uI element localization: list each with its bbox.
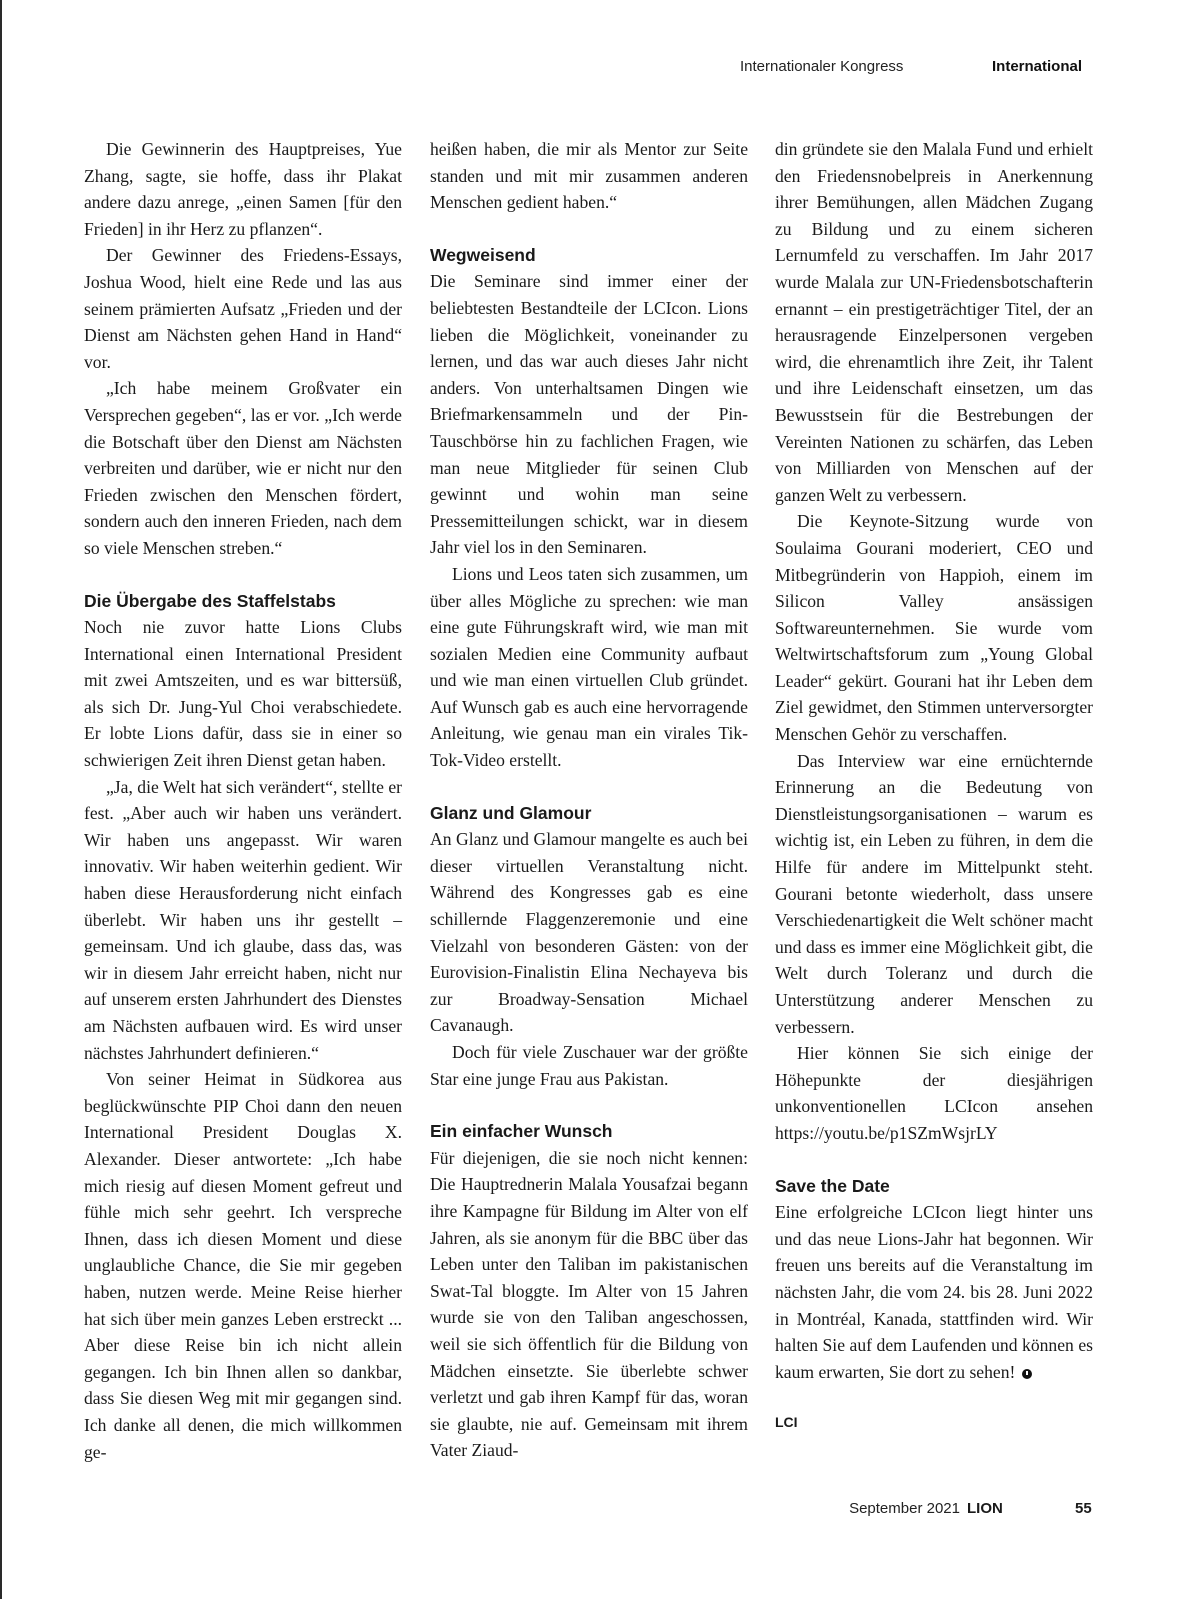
paragraph-text: din gründete sie den Malala Fund und erhielt den Friedensnobelpreis in Anerkennung ihrer Bemühungen, allen Mädchen Zugang zu Bildung und zu einem sicheren Lernumfeld zu verschaffen. Im Jahr 2017 wurde Malala zur UN-Friedensbotschafterin ernannt – ein prestigeträchtiger Titel, der an herausragende Einzelpersonen vergeben wird, die ehrenamtlich ihre Zeit, ihr Talent und ihre Leidenschaft einsetzen, um das Bewusstsein für die Bestrebungen der Vereinten Nationen zu schärfen, das Leben von Milliarden von Menschen auf der ganzen Welt zu verbessern.	[775, 139, 1093, 505]
article-column-3	[775, 136, 1093, 1436]
paragraph	[775, 1199, 1093, 1385]
paragraph	[84, 375, 402, 561]
paragraph	[430, 561, 748, 774]
magazine-name: LION	[967, 1500, 1003, 1517]
page-edge	[0, 0, 2, 1599]
paragraph-text: Noch nie zuvor hatte Lions Clubs International einen International President mit zwei Amtszeiten, und es war bittersüß, als sich Dr. Jung-Yul Choi verabschiedete. Er lobte Lions dafür, dass sie in einer so schwierigen Zeit ihren Dienst getan haben.	[84, 617, 402, 771]
section-heading	[775, 1173, 1093, 1200]
paragraph-text: Der Gewinner des Friedens-Essays, Joshua Wood, hielt eine Rede und las aus seinem prämierten Aufsatz „Frieden und der Dienst am Nächsten gehen Hand in Hand“ vor.	[84, 245, 402, 372]
paragraph-text: Von seiner Heimat in Südkorea aus beglückwünschte PIP Choi dann den neuen International President Douglas X. Alexander. Dieser antwortete: „Ich habe mich riesig auf diesen Moment gefreut und fühle mich sehr geehrt. Ich verspreche Ihnen, dass ich diesen Moment und diese unglaubliche Chance, die Sie mir gegeben haben, nutzen werde. Meine Reise hierher hat sich über mein ganzes Leben erstreckt ... Aber diese Reise bin ich nicht allein gegangen. Ich bin Ihnen allen so dankbar, dass Sie diesen Weg mit mir gegangen sind. Ich danke all denen, die mich willkommen ge-	[84, 1069, 402, 1462]
article-column-2	[430, 136, 748, 1464]
running-header	[0, 58, 1200, 80]
paragraph-text: heißen haben, die mir als Mentor zur Seite standen und mit mir zusammen anderen Menschen gedient haben.“	[430, 139, 748, 213]
paragraph	[84, 242, 402, 375]
section-heading	[430, 1118, 748, 1145]
paragraph	[430, 826, 748, 1039]
paragraph-text: Für diejenigen, die sie noch nicht kennen: Die Hauptrednerin Malala Yousafzai begann ihre Kampagne für Bildung im Alter von elf Jahren, als sie anonym für die BBC über das Leben unter den Taliban im pakistanischen Swat-Tal bloggte. Im Alter von 15 Jahren wurde sie von den Taliban angeschossen, weil sie sich öffentlich für die Bildung von Mädchen einsetzte. Sie überlebte schwer verletzt und gab ihren Kampf für das, woran sie glaubte, nie auf. Gemeinsam mit ihrem Vater Ziaud-	[430, 1147, 748, 1461]
paragraph-text: Die Gewinnerin des Hauptpreises, Yue Zhang, sagte, sie hoffe, dass ihr Plakat andere dazu anrege, „einen Samen [für den Frieden] in ihr Herz zu pflanzen“.	[84, 139, 402, 239]
category-label: International	[992, 58, 1083, 75]
paragraph	[430, 268, 748, 561]
paragraph	[84, 1066, 402, 1465]
paragraph-text: Die Keynote-Sitzung wurde von Soulaima Gourani moderiert, CEO und Mitbegründerin von Happioh, einem im Silicon Valley ansässigen Softwareunternehmen. Sie wurde vom Weltwirtschaftsforum zum „Young Global Leader“ gekürt. Gourani hat ihr Leben dem Ziel gewidmet, den Stimmen unterversorgter Menschen Gehör zu verschaffen.	[775, 511, 1093, 745]
section-heading	[84, 588, 402, 615]
paragraph	[775, 748, 1093, 1041]
section-heading	[430, 800, 748, 827]
paragraph	[84, 774, 402, 1067]
paragraph-text: „Ja, die Welt hat sich verändert“, stellte er fest. „Aber auch wir haben uns verändert. Wir haben uns angepasst. Wir waren innovativ. Wir haben weiterhin gedient. Wir haben diese Herausforderung nicht einfach überlebt. Wir haben uns ihr gestellt – gemeinsam. Und ich glaube, dass das, was wir in diesem Jahr erreicht haben, nicht nur auf unserem ersten Jahrhundert des Dienstes am Nächsten aufbauen wird. Es wird unser nächstes Jahrhundert definieren.“	[84, 776, 402, 1063]
paragraph-text: „Ich habe meinem Großvater ein Versprechen gegeben“, las er vor. „Ich werde die Botschaft über den Dienst am Nächsten verbreiten und darüber, wie er nicht nur den Frieden zwischen den Menschen fördert, sondern auch den inneren Frieden, nach dem so viele Menschen streben.“	[84, 378, 402, 558]
heading-text: Die Übergabe des Staffelstabs	[84, 590, 336, 611]
paragraph	[84, 614, 402, 774]
paragraph-text: Doch für viele Zuschauer war der größte Star eine junge Frau aus Pakistan.	[430, 1042, 748, 1089]
page-number: 55	[1075, 1500, 1092, 1517]
author-credit: LCI	[775, 1414, 798, 1431]
paragraph-text: Eine erfolgreiche LCIcon liegt hinter uns und das neue Lions-Jahr hat begonnen. Wir freuen uns bereits auf die Veranstaltung im nächsten Jahr, die vom 24. bis 28. Juni 2022 in Montréal, Kanada, stattfinden wird. Wir halten Sie auf dem Laufenden und können es kaum erwarten, Sie dort zu sehen!	[775, 1202, 1093, 1382]
heading-text: Glanz und Glamour	[430, 802, 592, 823]
paragraph	[775, 136, 1093, 508]
heading-text: Ein einfacher Wunsch	[430, 1121, 613, 1142]
paragraph	[775, 1040, 1093, 1146]
paragraph	[430, 136, 748, 216]
paragraph-text: Lions und Leos taten sich zusammen, um über alles Mögliche zu sprechen: wie man eine gute Führungskraft wird, wie man mit sozialen Medien eine Community aufbaut und wie man einen virtuellen Club gründet. Auf Wunsch gab es auch eine hervorragende Anleitung, wie genau man ein virales Tik-Tok-Video erstellt.	[430, 563, 748, 771]
end-mark-icon	[1022, 1369, 1032, 1379]
issue-date: September 2021	[849, 1500, 960, 1517]
paragraph	[430, 1039, 748, 1092]
paragraph	[775, 508, 1093, 747]
paragraph-text: Hier können Sie sich einige der Höhepunkte der diesjährigen unkonventionellen LCIcon ansehen https://youtu.be/p1SZmWsjrLY	[775, 1043, 1093, 1143]
paragraph-text: An Glanz und Glamour mangelte es auch bei dieser virtuellen Veranstaltung nicht. Während des Kongresses gab es eine schillernde Flaggenzeremonie und eine Vielzahl von besonderen Gästen: von der Eurovision-Finalistin Elina Nechayeva bis zur Broadway-Sensation Michael Cavanaugh.	[430, 829, 748, 1036]
heading-text: Save the Date	[775, 1175, 890, 1196]
article-column-1	[84, 136, 402, 1465]
paragraph	[430, 1145, 748, 1464]
paragraph-text: Die Seminare sind immer einer der beliebtesten Bestandteile der LCIcon. Lions lieben die Möglichkeit, voneinander zu lernen, und das war auch dieses Jahr nicht anders. Von unterhaltsamen Dingen wie Briefmarkensammeln und der Pin-Tauschbörse hin zu fachlichen Fragen, wie man neue Mitglieder für seinen Club gewinnt und wohin man seine Pressemitteilungen schickt, war in diesem Jahr viel los in den Seminaren.	[430, 271, 748, 558]
page-footer	[0, 1500, 1200, 1522]
section-heading	[430, 242, 748, 269]
heading-text: Wegweisend	[430, 244, 536, 265]
paragraph-text: Das Interview war eine ernüchternde Erinnerung an die Bedeutung von Dienstleistungsorganisationen – warum es wichtig ist, ein Leben zu führen, in dem die Hilfe für andere im Mittelpunkt steht. Gourani betonte wiederholt, dass unsere Verschiedenartigkeit die Welt schöner macht und dass es immer eine Möglichkeit gibt, die Welt durch Toleranz und durch die Unterstützung anderer Menschen zu verbessern.	[775, 750, 1093, 1037]
section-label: Internationaler Kongress	[740, 58, 904, 75]
paragraph	[84, 136, 402, 242]
